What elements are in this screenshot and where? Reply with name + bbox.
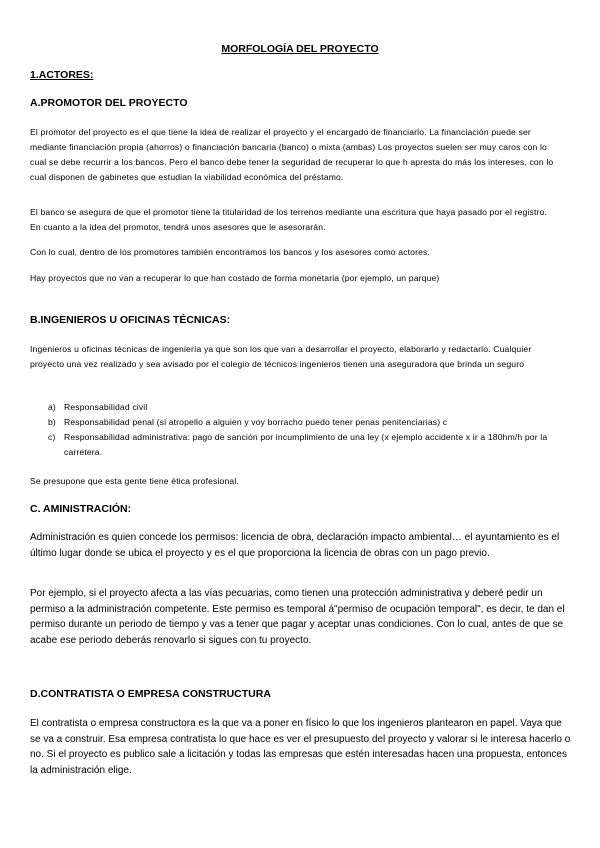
heading-administracion: C. AMINISTRACIÓN: [30,503,132,515]
list-marker: b) [48,417,56,427]
promotor-paragraph-4: Hay proyectos que no van a recuperar lo que han costado de forma monetaria (por ejemplo, un parque) [30,273,440,283]
list-marker: c) [48,432,56,442]
heading-promotor: A.PROMOTOR DEL PROYECTO [30,97,188,109]
administracion-paragraph-2: Por ejemplo, si el proyecto afecta a las vías pecuarias, como tienen una protección administrativa y deberé pedir un permiso a la administración competente. Este permiso es temporal á"permiso de ocupación temporal", es decir, te dan el permiso durante un periodo de tiempo y vas a tener que pagar y aceptar unas condiciones. Con lo cual, antes de que se acabe ese periodo deberás renovarlo si sigues con tu proyecto. [30,588,565,646]
administracion-paragraph-1: Administración es quien concede los permisos: licencia de obra, declaración impacto ambiental… el ayuntamiento es el último lugar donde se ubica el proyecto y es el que proporciona la licencia de obras con un pago previo. [30,532,560,559]
promotor-paragraph-3: Con lo cual, dentro de los promotores también encontramos los bancos y los asesores como actores. [30,247,431,257]
responsabilidades-list [30,400,560,460]
ingenieros-paragraph-2: Se presupone que esta gente tiene ética profesional. [30,476,239,486]
list-item-text: Responsabilidad administrativa: pago de sanción por incumplimiento de una ley (x ejemplo accidente x ir a 180hm/h por la carretera. [64,432,548,457]
section-heading-actores: 1.ACTORES: [30,69,94,81]
promotor-paragraph-1: El promotor del proyecto es el que tiene la idea de realizar el proyecto y el encargado de financiarlo. La financiación puede ser mediante financiación propia (ahorros) o financiación bancaria (banco) o mixta (ambas) Los proyectos suelen ser muy caros con lo cual se debe recurrir a los bancos. Pero el banco debe tener la seguridad de recuperar lo que h apresta do más los intereses, con lo cual disponen de gabinetes que estudian la viabilidad económica del préstamo. [30,127,554,182]
heading-contratista: D.CONTRATISTA O EMPRESA CONSTRUCTURA [30,688,271,700]
list-item-text: Responsabilidad penal (si atropello a alguien y voy borracho puedo tener penas penitenciarias) c [64,417,448,427]
list-item-text: Responsabilidad civil [64,402,148,412]
document-title: MORFOLOGÍA DEL PROYECTO [221,43,379,55]
list-marker: a) [48,402,56,412]
list-item [30,415,560,430]
promotor-paragraph-2: El banco se asegura de que el promotor tiene la titularidad de los terrenos mediante una escritura que haya pasado por el registro. En cuanto a la idea del promotor, tendrá unos asesores que le asesorarán. [30,207,547,232]
ingenieros-paragraph-1: Ingenieros u oficinas técnicas de ingeniería ya que son los que van a desarrollar el proyecto, elaborarlo y redactarlo. Cualquier proyecto una vez realizado y sea avisado por el colegio de técnicos ingenieros tienen una aseguradora que brinda un seguro [30,344,532,369]
list-item [30,400,560,415]
list-item [30,430,560,460]
heading-ingenieros: B.INGENIEROS U OFICINAS TÉCNICAS: [30,314,231,326]
contratista-paragraph-1: El contratista o empresa constructora es la que va a poner en físico lo que los ingenieros plantearon en papel. Vaya que se va a construir. Esa empresa contratista lo que hace es ver el presupuesto del proyecto y valorar si le interesa hacerlo o no. Si el proyecto es publico sale a licitación y todas las empresas que estén interesadas hacen una propuesta, entonces la administración elige. [30,718,571,776]
